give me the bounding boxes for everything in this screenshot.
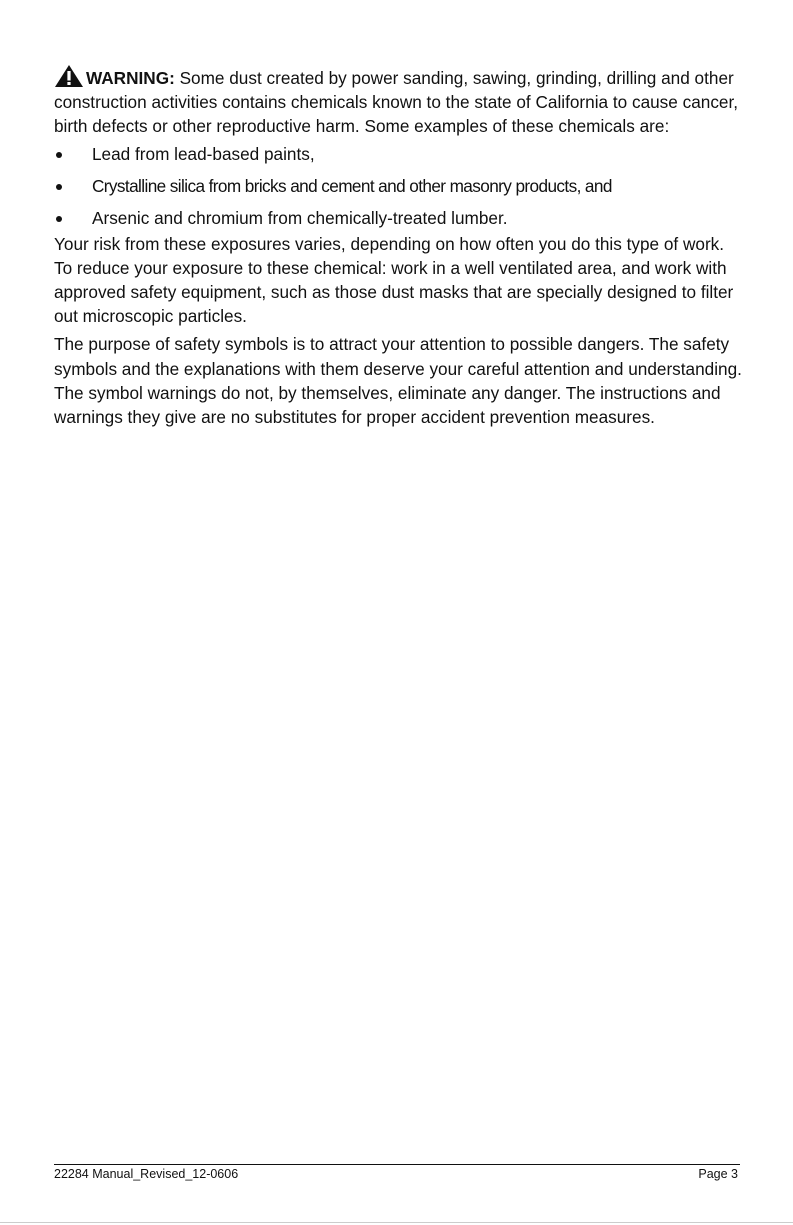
purpose-paragraph: The purpose of safety symbols is to attract your attention to possible dangers. The safety symbols and the explanations with them deserve your careful attention and understanding. The symbol warnings do not, by themselves, eliminate any danger. The instructions and warnings they give are no substitutes for proper accident prevention measures. — [54, 334, 742, 428]
list-item-text: Crystalline silica from bricks and cement and other masonry products, and — [92, 175, 612, 196]
bullet-icon — [56, 184, 62, 190]
footer-document-id: 22284 Manual_Revised_12-0606 — [54, 1167, 239, 1181]
footer-divider — [54, 1164, 740, 1165]
warning-triangle-icon — [54, 64, 84, 88]
page-content — [54, 64, 744, 431]
bullet-icon — [56, 152, 62, 158]
list-item — [54, 206, 744, 238]
list-item-text: Arsenic and chromium from chemically-treated lumber. — [92, 207, 508, 228]
list-item — [54, 142, 744, 174]
warning-paragraph — [54, 64, 744, 139]
list-item — [54, 174, 744, 206]
page-bottom-edge — [0, 1222, 793, 1223]
warning-label: WARNING: — [86, 68, 175, 88]
risk-paragraph: Your risk from these exposures varies, depending on how often you do this type of work. To reduce your exposure to these chemical: work in a well ventilated area, and work with approved safety equipment, such as those dust masks that are specially designed to filter out microscopic particles. — [54, 233, 734, 327]
chemical-list — [54, 142, 744, 238]
bullet-icon — [56, 216, 62, 222]
list-item-text: Lead from lead-based paints, — [92, 143, 315, 164]
warning-intro-text: Some dust created by power sanding, sawing, grinding, drilling and other construction activities contains chemicals known to the state of California to cause cancer, birth defects or other reproductive harm. Some examples of these chemicals are: — [54, 68, 739, 137]
footer-page-number: Page 3 — [698, 1167, 738, 1181]
